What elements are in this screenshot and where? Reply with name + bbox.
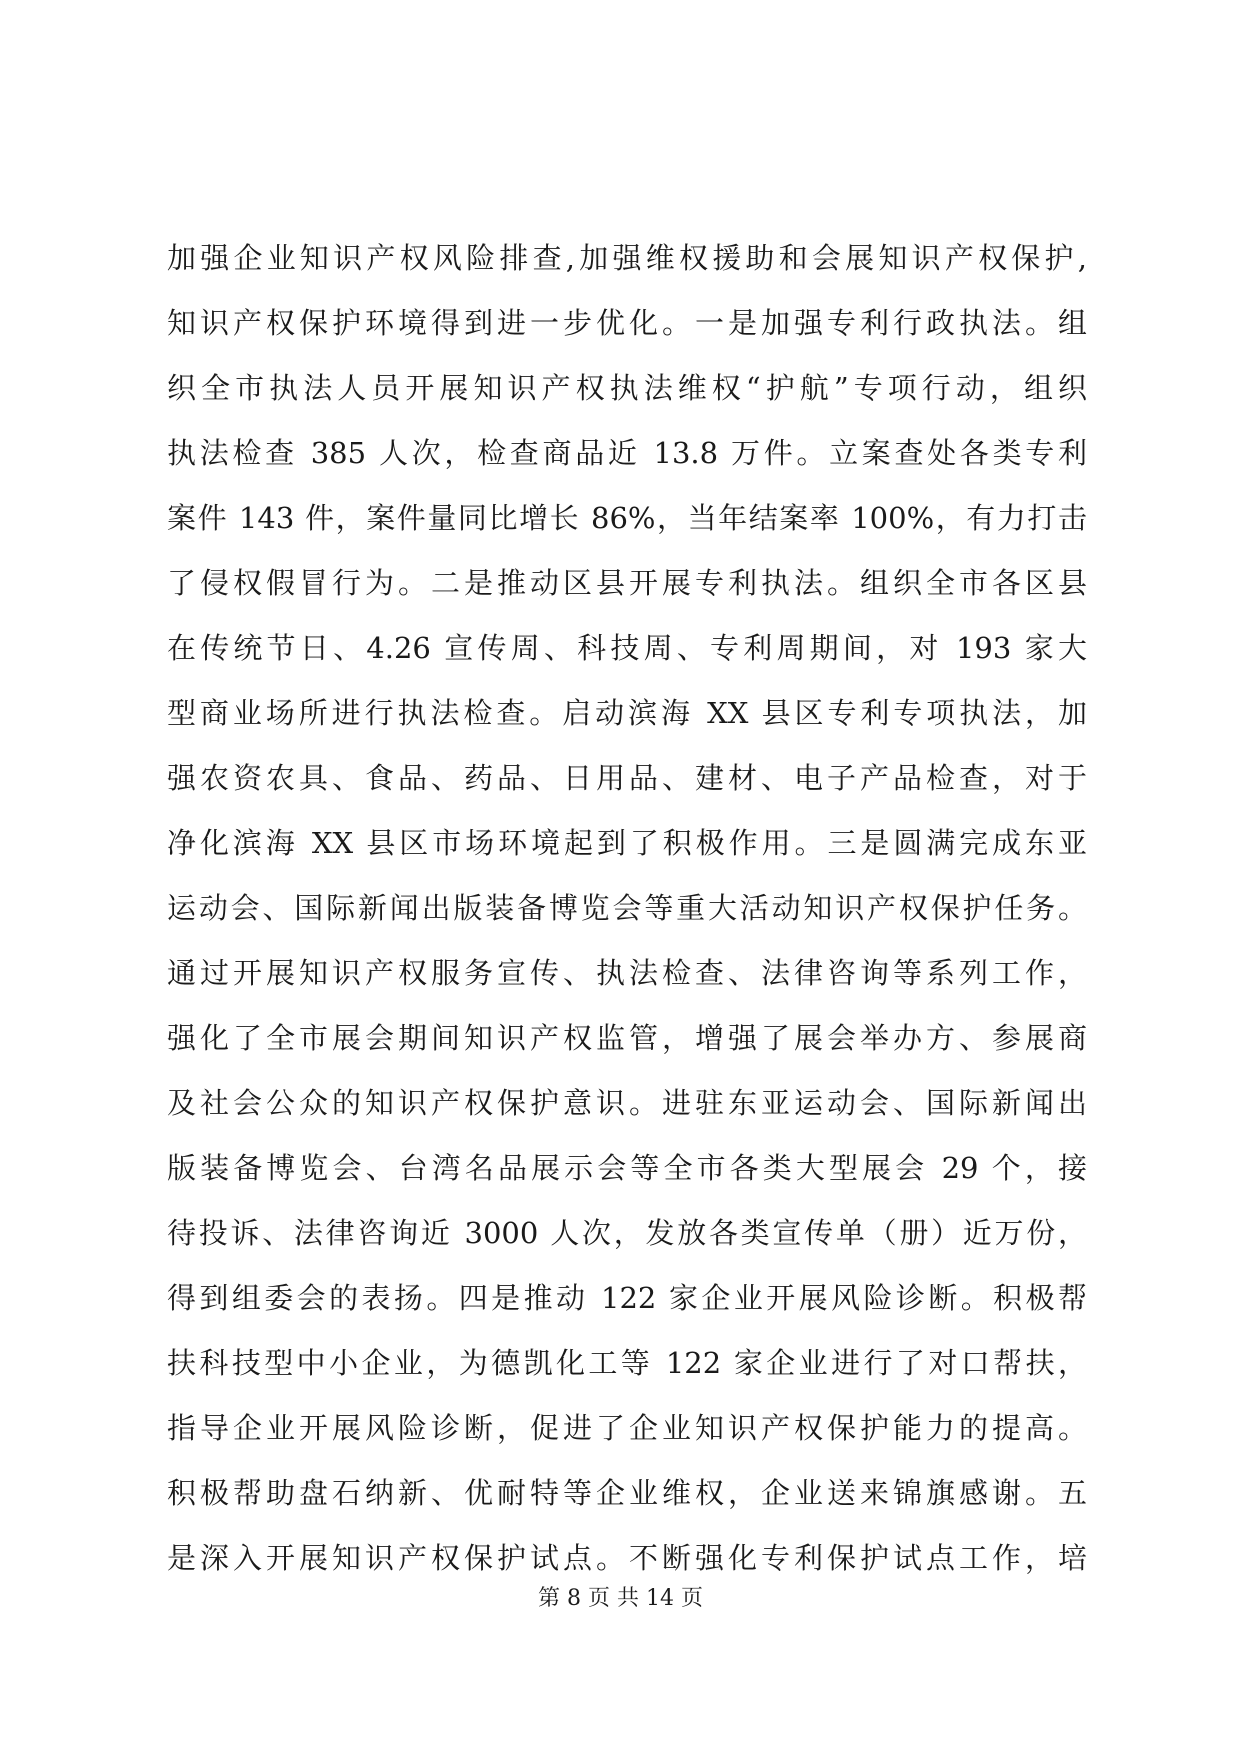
text-line: 型商业场所进行执法检查。启动滨海 XX 县区专利专项执法，加 [167,696,1087,730]
text-line: 了侵权假冒行为。二是推动区县开展专利执法。组织全市各区县 [167,566,1087,600]
text-line: 通过开展知识产权服务宣传、执法检查、法律咨询等系列工作， [167,956,1087,990]
text-line: 待投诉、法律咨询近 3000 人次，发放各类宣传单（册）近万份， [167,1216,1087,1250]
text-line: 是深入开展知识产权保护试点。不断强化专利保护试点工作，培 [167,1541,1087,1575]
text-line: 在传统节日、4.26 宣传周、科技周、专利周期间，对 193 家大 [167,631,1087,665]
text-line: 加强企业知识产权风险排查,加强维权援助和会展知识产权保护, [167,241,1087,275]
text-line: 织全市执法人员开展知识产权执法维权“护航”专项行动，组织 [167,371,1087,405]
text-line: 知识产权保护环境得到进一步优化。一是加强专利行政执法。组 [167,306,1087,340]
text-line: 扶科技型中小企业，为德凯化工等 122 家企业进行了对口帮扶， [167,1346,1087,1380]
text-line: 版装备博览会、台湾名品展示会等全市各类大型展会 29 个，接 [167,1151,1087,1185]
text-line: 指导企业开展风险诊断，促进了企业知识产权保护能力的提高。 [167,1411,1087,1445]
text-line: 及社会公众的知识产权保护意识。进驻东亚运动会、国际新闻出 [167,1086,1087,1120]
text-line: 得到组委会的表扬。四是推动 122 家企业开展风险诊断。积极帮 [167,1281,1087,1315]
text-line: 强化了全市展会期间知识产权监管，增强了展会举办方、参展商 [167,1021,1087,1055]
text-line: 强农资农具、食品、药品、日用品、建材、电子产品检查，对于 [167,761,1087,795]
text-line: 积极帮助盘石纳新、优耐特等企业维权，企业送来锦旗感谢。五 [167,1476,1087,1510]
text-line: 净化滨海 XX 县区市场环境起到了积极作用。三是圆满完成东亚 [167,826,1087,860]
text-line: 运动会、国际新闻出版装备博览会等重大活动知识产权保护任务。 [167,891,1087,925]
text-line: 执法检查 385 人次，检查商品近 13.8 万件。立案查处各类专利 [167,436,1087,470]
page-number-footer: 第 8 页 共 14 页 [538,1586,703,1611]
text-line: 案件 143 件，案件量同比增长 86%，当年结案率 100%，有力打击 [167,501,1087,535]
body-text [167,226,1087,1591]
